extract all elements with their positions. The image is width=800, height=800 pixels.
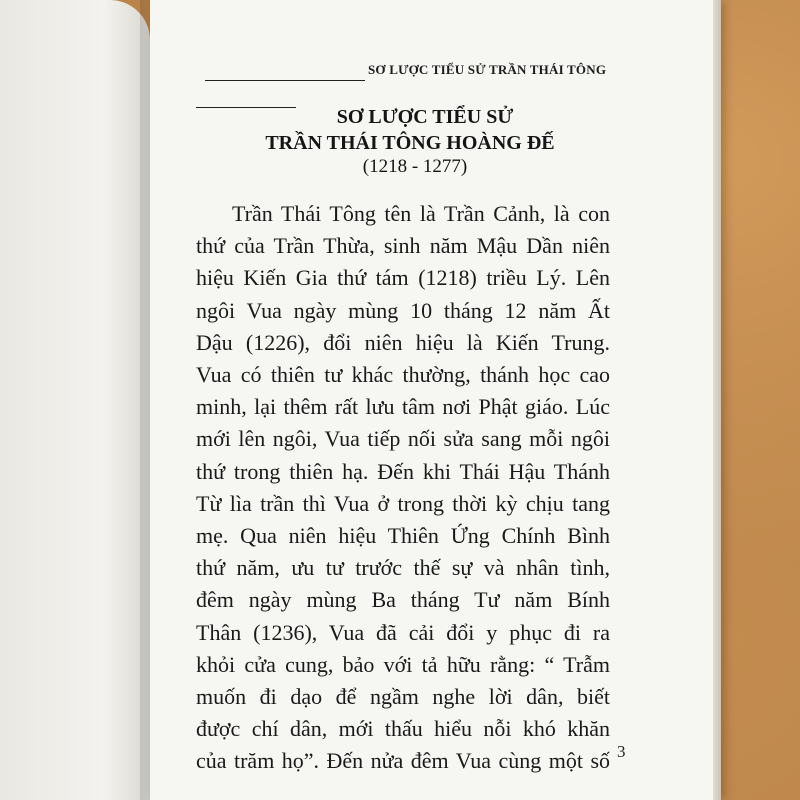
body-line: Dậu (1226), đổi niên hiệu là Kiến Trung. xyxy=(196,329,610,355)
body-line: thứ năm, ưu tư trước thế sự và nhân tình, xyxy=(196,555,610,581)
body-line: Từ lìa trần thì Vua ở trong thời kỳ chịu tang xyxy=(196,490,610,516)
running-head-rule xyxy=(205,80,365,81)
title-line-2: TRẦN THÁI TÔNG HOÀNG ĐẾ xyxy=(265,132,555,154)
body-line: thứ của Trần Thừa, sinh năm Mậu Dần niên xyxy=(196,233,610,259)
body-line: khỏi cửa cung, bảo với tả hữu rằng: “ Trẫm xyxy=(196,651,610,677)
body-line: của trăm họ”. Đến nửa đêm Vua cùng một số xyxy=(196,748,610,774)
body-line: Thân (1236), Vua đã cải đổi y phục đi ra xyxy=(196,619,610,645)
body-line: minh, lại thêm rất lưu tâm nơi Phật giáo. Lúc xyxy=(196,394,610,420)
page-number: 3 xyxy=(617,742,626,761)
title-line-1: SƠ LƯỢC TIỂU SỬ xyxy=(336,106,514,128)
body-line: đêm ngày mùng Ba tháng Tư năm Bính xyxy=(196,587,610,613)
body-line: ngôi Vua ngày mùng 10 tháng 12 năm Ất xyxy=(196,297,610,323)
body-paragraph xyxy=(196,198,610,778)
left-page xyxy=(0,0,150,800)
running-head: SƠ LƯỢC TIỂU SỬ TRẦN THÁI TÔNG xyxy=(368,62,607,77)
body-line: Trần Thái Tông tên là Trần Cảnh, là con xyxy=(232,201,610,226)
body-line: mới lên ngôi, Vua tiếp nối sửa sang mỗi ngôi xyxy=(196,426,610,452)
body-line: được chí dân, mới thấu hiểu nỗi khó khăn xyxy=(196,716,610,742)
body-line: hiệu Kiến Gia thứ tám (1218) triều Lý. Lên xyxy=(196,265,610,291)
page-edge xyxy=(713,0,721,800)
body-line: muốn đi dạo để ngầm nghe lời dân, biết xyxy=(196,684,610,710)
title-years: (1218 - 1277) xyxy=(362,156,468,177)
title-rule xyxy=(196,107,296,108)
body-line: thứ trong thiên hạ. Đến khi Thái Hậu Thánh xyxy=(196,458,610,484)
body-line: mẹ. Qua niên hiệu Thiên Ứng Chính Bình xyxy=(196,523,610,549)
body-line: Vua có thiên tư khác thường, thánh học cao xyxy=(196,362,610,388)
